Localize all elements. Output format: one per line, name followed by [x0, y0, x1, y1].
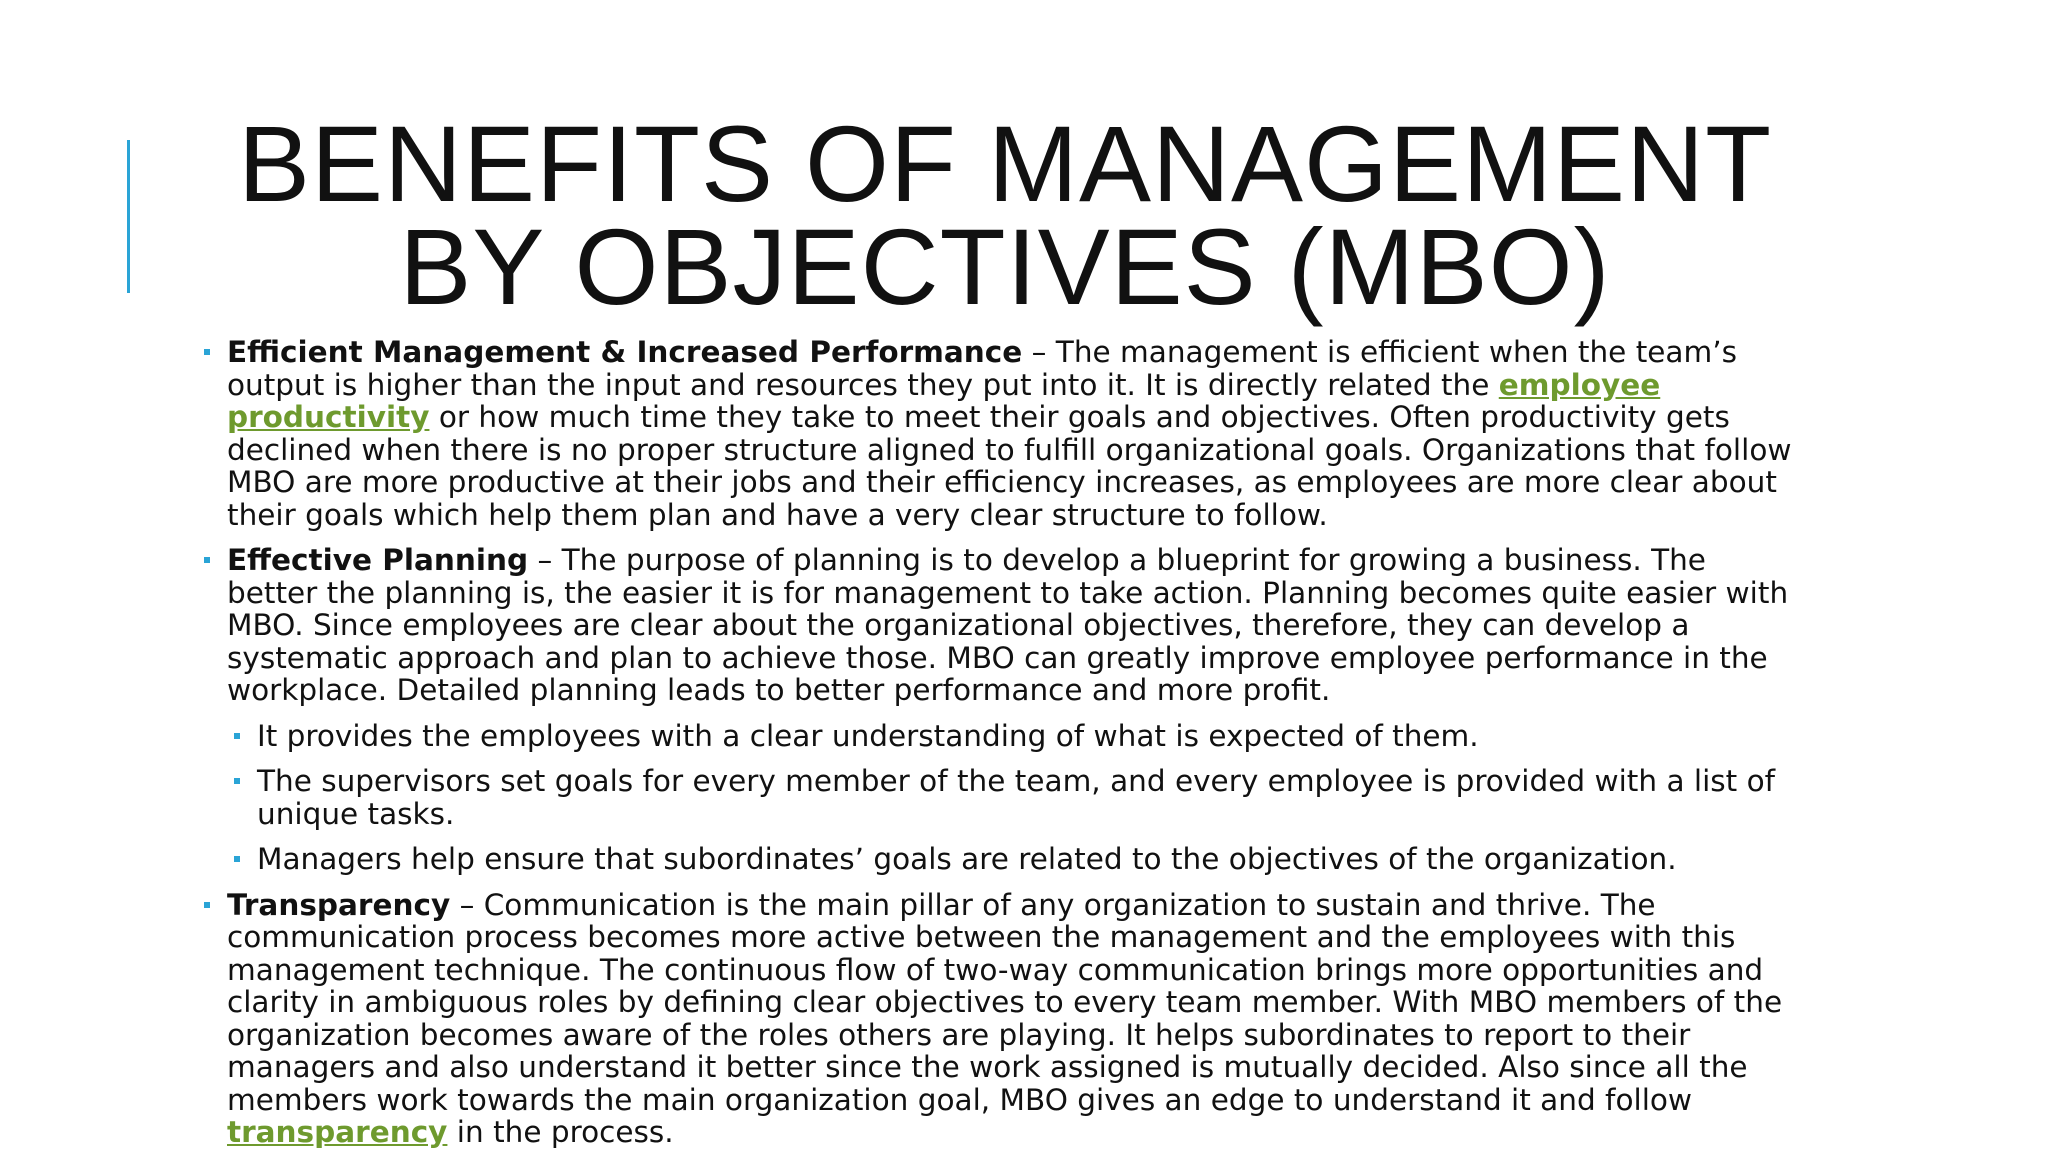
- bullet-efficient-management: [200, 336, 1800, 531]
- bullet-text: – The management is efficient when the team’s output is higher than the input and resources they put into it. It is directly related the: [227, 335, 1737, 402]
- employee-productivity-link[interactable]: employee productivity: [227, 367, 1661, 434]
- sub-bullet-item: [230, 843, 1800, 876]
- sub-bullet-text: It provides the employees with a clear understanding of what is expected of them.: [257, 718, 1479, 753]
- transparency-link[interactable]: transparency: [227, 1115, 448, 1149]
- bullet-text-cont: or how much time they take to meet their goals and objectives. Often productivity gets declined when there is no proper structure aligned to fulfill organizational goals. Organizations that follow MBO are more productive at their jobs and their efficiency increases, as employees are more clear about their goals which help them plan and have a very clear structure to follow.: [227, 400, 1792, 532]
- sub-bullet-text: Managers help ensure that subordinates’ goals are related to the objectives of the organization.: [257, 842, 1677, 876]
- title-line-2: BY OBJECTIVES (MBO): [399, 206, 1611, 327]
- bullet-effective-planning: [200, 544, 1800, 707]
- bullet-text: – Communication is the main pillar of any organization to sustain and thrive. The communication process becomes more active between the management and the employees with this management technique. The continuous flow of two-way communication brings more opportunities and clarity in ambiguous roles by defining clear objectives to every team member. With MBO members of the organization becomes aware of the roles others are playing. It helps subordinates to report to their managers and also understand it better since the work assigned is mutually decided. Also since all the members work towards the main organization goal, MBO gives an edge to understand it and follow: [227, 887, 1783, 1117]
- bullet-term: Transparency: [227, 887, 451, 922]
- bullet-text-cont: in the process.: [447, 1115, 674, 1149]
- bullet-term: Efficient Management & Increased Performance: [227, 335, 1023, 369]
- sub-bullet-item: [230, 720, 1800, 753]
- slide-body: [200, 336, 1800, 1162]
- bullet-text: – The purpose of planning is to develop a blueprint for growing a business. The better the planning is, the easier it is for management to take action. Planning becomes quite easier with MBO. Since employees are clear about the organizational objectives, therefore, they can develop a systematic approach and plan to achieve those. MBO can greatly improve employee performance in the workplace. Detailed planning leads to better performance and more profit.: [227, 543, 1789, 707]
- bullet-term: Effective Planning: [227, 543, 529, 577]
- bullet-transparency: [200, 889, 1800, 1149]
- sub-bullet-text: The supervisors set goals for every member of the team, and every employee is provided with a list of unique tasks.: [257, 764, 1776, 831]
- sub-bullet-item: [230, 765, 1800, 830]
- slide-title: [190, 103, 1820, 327]
- title-accent-bar: [127, 140, 130, 293]
- title-line-1: BENEFITS OF MANAGEMENT: [237, 103, 1773, 224]
